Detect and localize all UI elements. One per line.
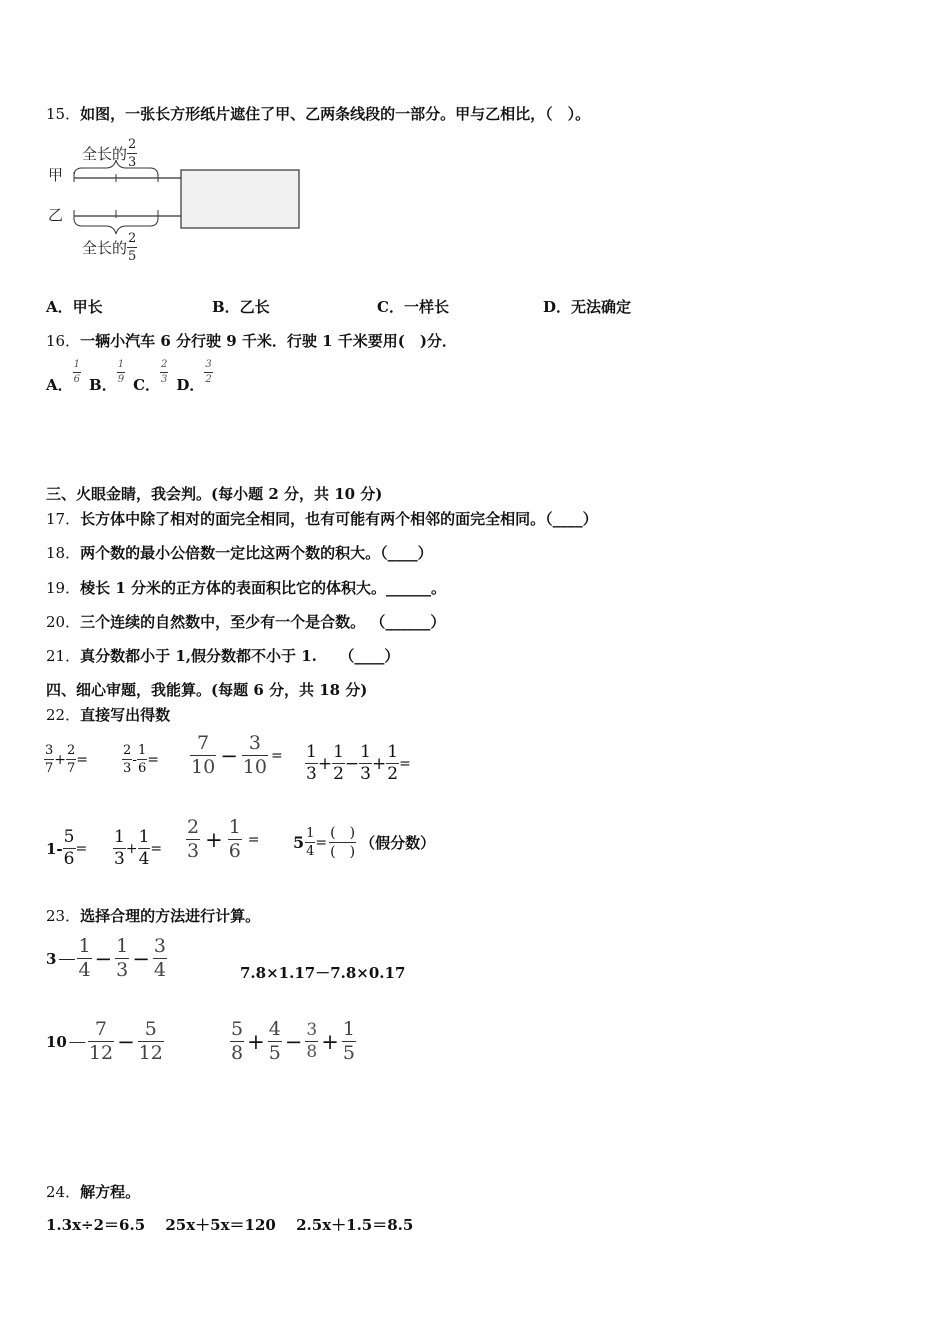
q22-expr-4: $\frac{1}{3}$ + $\frac{1}{2}$ − $\frac{1}{3}$ + $\frac{1}{2}$ =: [306, 742, 411, 784]
section4-title: 四、细心审题，我能算。(每题 6 分，共 18 分): [46, 681, 368, 699]
q15-option-a[interactable]: A．甲长: [46, 298, 103, 316]
q23-expr-4: $\frac{5}{8}$ + $\frac{4}{5}$ − $\frac{3}{8}$ + $\frac{1}{5}$: [231, 1018, 355, 1064]
q16-text: 一辆小汽车 6 分行驶 9 千米．行驶 1 千米要用( )分．: [80, 332, 457, 350]
q22-expr-2: $\frac{2}{3}$ - $\frac{1}{6}$ =: [123, 743, 160, 776]
q23-expr-2: 7.8×1.17－7.8×0.17: [240, 964, 406, 982]
paper-cover: [181, 170, 299, 228]
label-jia: 甲: [48, 166, 64, 184]
q22-expr-5: 1- $\frac{5}{6}$ =: [46, 827, 88, 869]
q15-stem: [46, 103, 590, 124]
section3-title: 三、火眼金睛，我会判。(每小题 2 分，共 10 分): [46, 485, 383, 503]
q15-option-d[interactable]: D．无法确定: [543, 298, 632, 316]
q16-option-d[interactable]: D． $\frac{3}{2}$: [176, 359, 212, 394]
q15-option-b[interactable]: B．乙长: [212, 298, 270, 316]
q23-stem: 23．选择合理的方法进行计算。: [46, 907, 261, 925]
q22-expr-8: 5 $\frac{1}{4}$ = $\frac{( )}{( )}$ （假分数）: [293, 825, 436, 860]
q23-expr-3: 10 － $\frac{7}{12}$ − $\frac{5}{12}$: [46, 1018, 163, 1064]
q22-expr-1: $\frac{3}{7}$ + $\frac{2}{7}$ =: [45, 743, 89, 776]
q16-option-a[interactable]: A． $\frac{1}{6}$: [46, 359, 81, 394]
q15-figure: [44, 130, 314, 270]
bottom-fraction: $\frac{2}{5}$: [128, 231, 137, 264]
improper-note: （假分数）: [360, 834, 436, 852]
q18: 18．两个数的最小公倍数一定比这两个数的积大。（____）: [46, 544, 433, 562]
q22-expr-7: $\frac{2}{3}$ + $\frac{1}{6}$ =: [187, 816, 260, 862]
q16-option-b[interactable]: B． $\frac{1}{9}$: [89, 359, 125, 394]
q22-expr-6: $\frac{1}{3}$ + $\frac{1}{4}$ =: [114, 827, 163, 869]
q23-expr-1: 3 － $\frac{1}{4}$ − $\frac{1}{3}$ − $\frac{3}{4}$: [46, 935, 166, 981]
q17: 17．长方体中除了相对的面完全相同，也有可能有两个相邻的面完全相同。（____）: [46, 510, 598, 528]
label-yi: 乙: [48, 206, 64, 224]
q21: 21．真分数都小于 1,假分数都不小于 1. （____）: [46, 647, 400, 665]
q16-number: 16．: [46, 332, 81, 350]
q19: 19．棱长 1 分米的正方体的表面积比它的体积大。______。: [46, 579, 446, 597]
q15-text: 如图，一张长方形纸片遮住了甲、乙两条线段的一部分。甲与乙相比，（ ）。: [80, 105, 591, 123]
q22-stem: 22．直接写出得数: [46, 706, 171, 724]
q24-equations: 1.3x÷2＝6.5 25x＋5x＝120 2.5x＋1.5＝8.5: [46, 1216, 414, 1234]
q24-stem: 24．解方程。: [46, 1183, 141, 1201]
top-caption: 全长的 $\frac{2}{3}$: [82, 137, 137, 170]
q22-expr-3: $\frac{7}{10}$ − $\frac{3}{10}$ =: [191, 732, 283, 778]
q15-number: 15．: [46, 105, 81, 123]
improper-fraction-blank[interactable]: $\frac{( )}{( )}$: [330, 825, 356, 860]
bottom-caption: 全长的 $\frac{2}{5}$: [82, 231, 137, 264]
q16-option-c[interactable]: C． $\frac{2}{3}$: [133, 359, 168, 394]
q16-options: [46, 359, 213, 395]
q20: 20．三个连续的自然数中，至少有一个是合数。 （______）: [46, 613, 446, 631]
q15-option-c[interactable]: C．一样长: [377, 298, 449, 316]
top-fraction: $\frac{2}{3}$: [128, 137, 137, 170]
q16-stem: [46, 330, 457, 351]
